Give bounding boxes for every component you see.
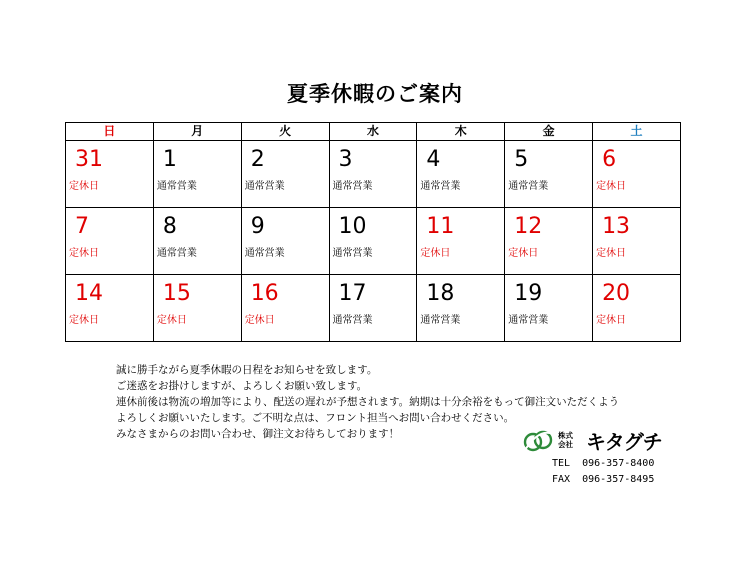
day-status: 定休日 — [596, 248, 627, 259]
day-number: 4 — [426, 147, 441, 172]
day-status: 定休日 — [69, 315, 99, 326]
company-name: キタグチ — [586, 430, 662, 454]
weekday-header: 土 — [593, 123, 681, 141]
weekday-header: 水 — [329, 123, 417, 141]
day-number: 9 — [250, 214, 265, 239]
calendar-day-cell — [505, 208, 593, 275]
weekday-header: 金 — [505, 123, 593, 141]
day-number: 3 — [338, 147, 353, 172]
calendar-week-row — [66, 208, 681, 275]
notice-line: 誠に勝手ながら夏季休暇の日程をお知らせを致します。 — [116, 364, 378, 376]
weekday-header: 火 — [241, 123, 329, 141]
day-number: 18 — [426, 281, 455, 306]
day-status: 定休日 — [69, 181, 99, 192]
notice-line: みなさまからのお問い合わせ、御注文お待ちしております！ — [116, 428, 400, 440]
day-status: 定休日 — [596, 315, 627, 326]
day-status: 通常営業 — [332, 315, 373, 326]
company-contact — [552, 456, 654, 488]
day-status: 定休日 — [596, 181, 627, 192]
notice-line: 連休前後は物流の増加等により、配送の遅れが予想されます。納期は十分余裕をもって御注文いただくよう — [116, 396, 620, 408]
tel-number: TEL 096-357-8400 — [552, 458, 655, 469]
weekday-header-row — [66, 123, 681, 141]
day-status: 通常営業 — [244, 181, 285, 192]
day-status: 定休日 — [69, 248, 99, 259]
calendar-day-cell — [593, 275, 681, 342]
day-status: 通常営業 — [244, 248, 285, 259]
calendar-day-cell — [66, 208, 154, 275]
day-number: 5 — [514, 147, 529, 172]
day-number: 8 — [162, 214, 177, 239]
calendar-day-cell — [329, 208, 417, 275]
day-number: 13 — [602, 214, 631, 239]
day-status: 定休日 — [420, 248, 451, 259]
day-status: 通常営業 — [332, 248, 373, 259]
calendar-day-cell — [505, 141, 593, 208]
calendar-day-cell — [329, 275, 417, 342]
day-number: 7 — [75, 214, 89, 239]
calendar-day-cell — [593, 141, 681, 208]
calendar-week-row — [66, 141, 681, 208]
day-number: 12 — [514, 214, 543, 239]
calendar-day-cell — [417, 275, 505, 342]
day-number: 17 — [338, 281, 367, 306]
company-type: 株式 会社 — [558, 431, 573, 449]
day-status: 定休日 — [508, 248, 539, 259]
day-number: 15 — [162, 281, 191, 306]
weekday-header: 日 — [66, 123, 154, 141]
company-block — [522, 430, 692, 490]
day-number: 2 — [250, 147, 265, 172]
calendar-day-cell — [241, 141, 329, 208]
calendar-day-cell — [241, 275, 329, 342]
calendar-day-cell — [241, 208, 329, 275]
day-number: 6 — [602, 147, 617, 172]
calendar-day-cell — [417, 208, 505, 275]
calendar-day-cell — [417, 141, 505, 208]
day-number: 16 — [250, 281, 279, 306]
calendar-day-cell — [153, 141, 241, 208]
weekday-header: 木 — [417, 123, 505, 141]
day-number: 14 — [75, 281, 103, 306]
day-number: 11 — [426, 214, 455, 239]
notice-line: よろしくお願いいたします。ご不明な点は、フロント担当へお問い合わせください。 — [116, 412, 515, 424]
day-number: 31 — [75, 147, 103, 172]
day-number: 1 — [162, 147, 177, 172]
weekday-header: 月 — [153, 123, 241, 141]
calendar-day-cell — [153, 208, 241, 275]
day-status: 通常営業 — [332, 181, 373, 192]
day-number: 20 — [602, 281, 631, 306]
fax-number: FAX 096-357-8495 — [552, 474, 655, 485]
day-number: 10 — [338, 214, 367, 239]
calendar-day-cell — [66, 141, 154, 208]
notice-line: ご迷惑をお掛けしますが、よろしくお願い致します。 — [116, 380, 368, 392]
day-status: 通常営業 — [508, 315, 549, 326]
calendar-day-cell — [505, 275, 593, 342]
day-status: 通常営業 — [508, 181, 549, 192]
calendar-day-cell — [329, 141, 417, 208]
day-status: 通常営業 — [156, 181, 197, 192]
day-status: 通常営業 — [420, 315, 461, 326]
calendar-day-cell — [153, 275, 241, 342]
day-number: 19 — [514, 281, 543, 306]
day-status: 通常営業 — [420, 181, 461, 192]
day-status: 定休日 — [244, 315, 275, 326]
day-status: 通常営業 — [156, 248, 197, 259]
company-logo — [522, 430, 692, 456]
calendar-day-cell — [593, 208, 681, 275]
page-title: 夏季休暇のご案内 — [287, 82, 463, 106]
kitaguchi-logo-icon — [522, 430, 556, 452]
day-status: 定休日 — [156, 315, 187, 326]
calendar-table — [65, 122, 681, 342]
calendar-week-row — [66, 275, 681, 342]
calendar-day-cell — [66, 275, 154, 342]
